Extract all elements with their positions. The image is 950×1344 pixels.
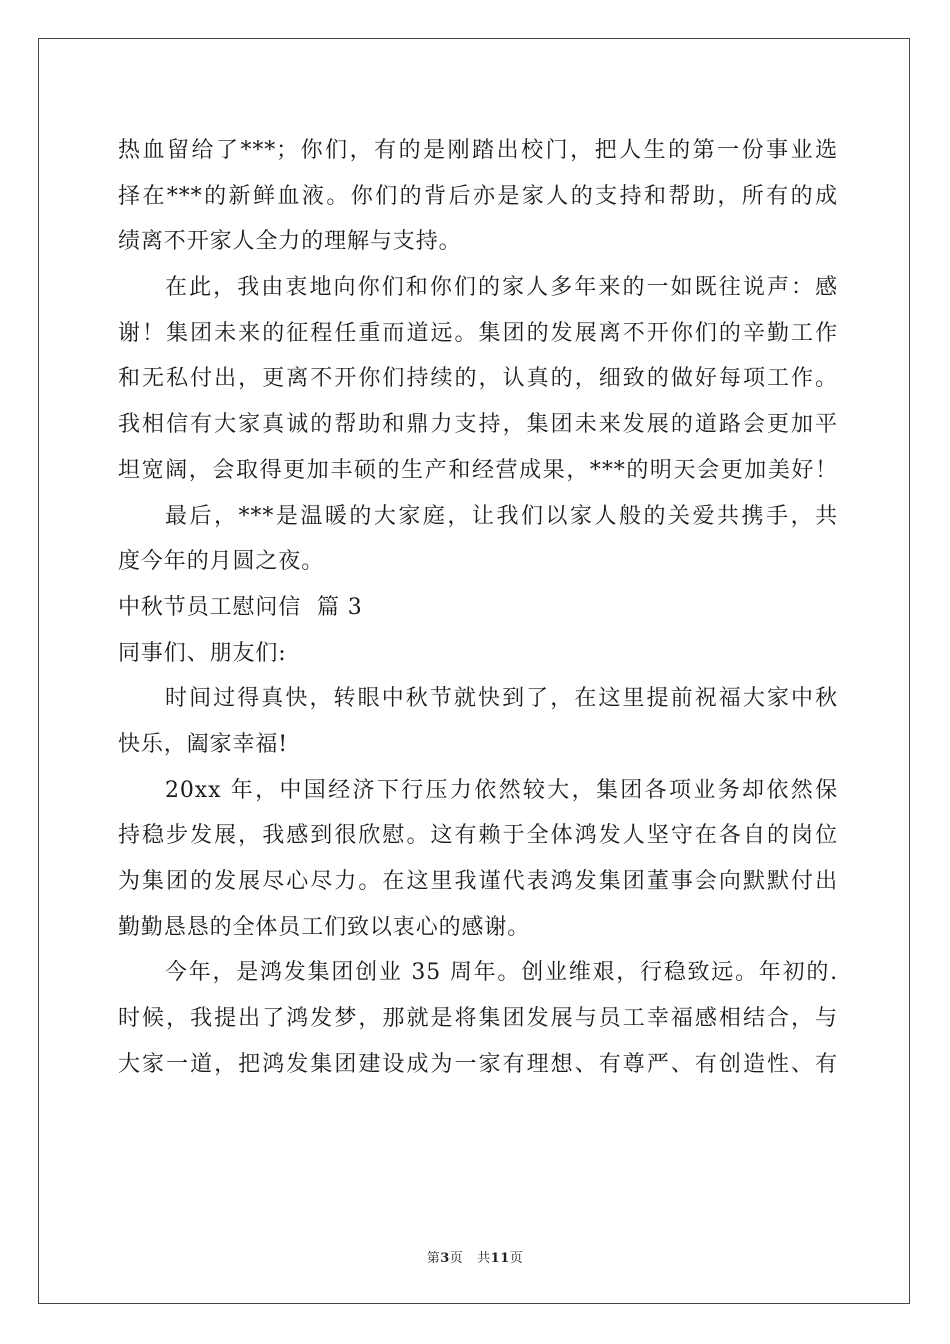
paragraph-line: 勤勤恳恳的全体员工们致以衷心的感谢。 bbox=[118, 914, 531, 940]
paragraph-line: 今年，是鸿发集团创业 35 周年。创业维艰，行稳致远。年初的. bbox=[165, 960, 838, 986]
paragraph-line: 大家一道，把鸿发集团建设成为一家有理想、有尊严、有创造性、有 bbox=[118, 1051, 838, 1077]
footer-suffix: 页 bbox=[509, 1251, 524, 1266]
paragraph-line: 度今年的月圆之夜。 bbox=[118, 549, 325, 575]
paragraph-line: 择在***的新鲜血液。你们的背后亦是家人的支持和帮助，所有的成 bbox=[118, 183, 838, 209]
paragraph-line: 时候，我提出了鸿发梦，那就是将集团发展与员工幸福感相结合，与 bbox=[118, 1006, 838, 1032]
paragraph-line: 持稳步发展，我感到很欣慰。这有赖于全体鸿发人坚守在各自的岗位 bbox=[118, 823, 838, 849]
section-heading: 中秋节员工慰问信 篇 3 bbox=[118, 594, 363, 620]
paragraph-line: 快乐，阖家幸福! bbox=[118, 731, 289, 757]
page-footer bbox=[0, 1247, 950, 1266]
paragraph-line: 最后，***是温暖的大家庭，让我们以家人般的关爱共携手，共 bbox=[165, 503, 838, 529]
paragraph-line: 为集团的发展尽心尽力。在这里我谨代表鸿发集团董事会向默默付出 bbox=[118, 869, 838, 894]
paragraph-line: 谢！集团未来的征程任重而道远。集团的发展离不开你们的辛勤工作 bbox=[118, 320, 838, 346]
salutation: 同事们、朋友们: bbox=[118, 640, 287, 666]
total-page-number: 11 bbox=[490, 1251, 510, 1266]
paragraph-line: 绩离不开家人全力的理解与支持。 bbox=[118, 229, 462, 255]
current-page-number: 3 bbox=[440, 1251, 450, 1266]
paragraph-line: 20xx 年，中国经济下行压力依然较大，集团各项业务却依然保 bbox=[165, 777, 838, 803]
paragraph-line: 在此，我由衷地向你们和你们的家人多年来的一如既往说声：感 bbox=[165, 275, 838, 301]
paragraph-line: 时间过得真快，转眼中秋节就快到了，在这里提前祝福大家中秋 bbox=[165, 686, 838, 712]
footer-mid: 页 共 bbox=[449, 1251, 491, 1266]
paragraph-line: 我相信有大家真诚的帮助和鼎力支持，集团未来发展的道路会更加平 bbox=[118, 412, 838, 438]
paragraph-line: 热血留给了***；你们，有的是刚踏出校门，把人生的第一份事业选 bbox=[118, 138, 838, 163]
footer-prefix: 第 bbox=[426, 1251, 441, 1266]
paragraph-line: 坦宽阔，会取得更加丰硕的生产和经营成果，***的明天会更加美好！ bbox=[118, 457, 838, 483]
paragraph-line: 和无私付出，更离不开你们持续的，认真的，细致的做好每项工作。 bbox=[118, 366, 838, 392]
document-body bbox=[118, 128, 838, 1087]
